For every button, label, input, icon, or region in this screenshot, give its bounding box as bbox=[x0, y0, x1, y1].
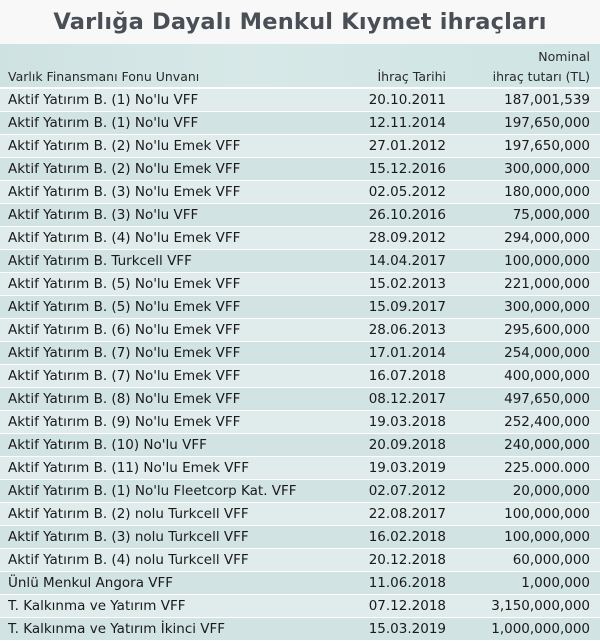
table-row bbox=[0, 273, 600, 296]
fund-name-cell: Aktif Yatırım B. (3) No'lu Emek VFF bbox=[8, 184, 241, 200]
issue-date-cell: 02.05.2012 bbox=[368, 184, 446, 200]
amount-cell: 100,000,000 bbox=[504, 529, 590, 545]
issue-date-cell: 08.12.2017 bbox=[368, 391, 446, 407]
issue-date-cell: 22.08.2017 bbox=[368, 506, 446, 522]
fund-name-cell: Aktif Yatırım B. (2) nolu Turkcell VFF bbox=[8, 506, 249, 522]
amount-cell: 1,000,000 bbox=[521, 575, 590, 591]
header-amount-line1: Nominal bbox=[538, 49, 590, 64]
table-row bbox=[0, 595, 600, 618]
issue-date-cell: 20.09.2018 bbox=[368, 437, 446, 453]
issue-date-cell: 17.01.2014 bbox=[368, 345, 446, 361]
amount-cell: 254,000,000 bbox=[504, 345, 590, 361]
amount-cell: 100,000,000 bbox=[504, 506, 590, 522]
table-row bbox=[0, 388, 600, 411]
amount-cell: 240,000,000 bbox=[504, 437, 590, 453]
issue-date-cell: 14.04.2017 bbox=[368, 253, 446, 269]
issuance-table bbox=[0, 44, 600, 641]
issue-date-cell: 15.02.2013 bbox=[368, 276, 446, 292]
table-row bbox=[0, 296, 600, 319]
fund-name-cell: Aktif Yatırım B. (6) No'lu Emek VFF bbox=[8, 322, 241, 338]
table-row bbox=[0, 457, 600, 480]
fund-name-cell: Aktif Yatırım B. (11) No'lu Emek VFF bbox=[8, 460, 249, 476]
table-row bbox=[0, 503, 600, 526]
fund-name-cell: Aktif Yatırım B. (2) No'lu Emek VFF bbox=[8, 138, 241, 154]
fund-name-cell: Aktif Yatırım B. (5) No'lu Emek VFF bbox=[8, 276, 241, 292]
fund-name-cell: Aktif Yatırım B. (4) No'lu Emek VFF bbox=[8, 230, 241, 246]
amount-cell: 225.000.000 bbox=[504, 460, 590, 476]
amount-cell: 252,400,000 bbox=[504, 414, 590, 430]
table-row bbox=[0, 204, 600, 227]
issue-date-cell: 19.03.2018 bbox=[368, 414, 446, 430]
issue-date-cell: 27.01.2012 bbox=[368, 138, 446, 154]
page-title: Varlığa Dayalı Menkul Kıymet ihraçları bbox=[0, 0, 600, 44]
fund-name-cell: Aktif Yatırım B. (10) No'lu VFF bbox=[8, 437, 207, 453]
fund-name-cell: Aktif Yatırım B. Turkcell VFF bbox=[8, 253, 192, 269]
table-row bbox=[0, 480, 600, 503]
amount-cell: 497,650,000 bbox=[504, 391, 590, 407]
amount-cell: 3,150,000,000 bbox=[491, 598, 590, 614]
table-row bbox=[0, 89, 600, 112]
fund-name-cell: Ünlü Menkul Angora VFF bbox=[8, 575, 174, 591]
issue-date-cell: 20.10.2011 bbox=[368, 92, 446, 108]
amount-cell: 180,000,000 bbox=[504, 184, 590, 200]
header-fund-name: Varlık Finansmanı Fonu Unvanı bbox=[8, 69, 200, 84]
issue-date-cell: 02.07.2012 bbox=[368, 483, 446, 499]
amount-cell: 197,650,000 bbox=[504, 115, 590, 131]
issue-date-cell: 28.06.2013 bbox=[368, 322, 446, 338]
amount-cell: 295,600,000 bbox=[504, 322, 590, 338]
header-issue-date: İhraç Tarihi bbox=[377, 69, 446, 84]
table-row bbox=[0, 549, 600, 572]
amount-cell: 1,000,000,000 bbox=[491, 621, 590, 637]
fund-name-cell: Aktif Yatırım B. (1) No'lu Fleetcorp Kat. VFF bbox=[8, 483, 297, 499]
fund-name-cell: Aktif Yatırım B. (4) nolu Turkcell VFF bbox=[8, 552, 249, 568]
fund-name-cell: Aktif Yatırım B. (3) No'lu VFF bbox=[8, 207, 199, 223]
fund-name-cell: Aktif Yatırım B. (7) No'lu Emek VFF bbox=[8, 345, 241, 361]
amount-cell: 60,000,000 bbox=[512, 552, 590, 568]
table-row bbox=[0, 112, 600, 135]
amount-cell: 20,000,000 bbox=[512, 483, 590, 499]
table-row bbox=[0, 158, 600, 181]
amount-cell: 197,650,000 bbox=[504, 138, 590, 154]
table-row bbox=[0, 526, 600, 549]
table-row bbox=[0, 319, 600, 342]
fund-name-cell: Aktif Yatırım B. (3) nolu Turkcell VFF bbox=[8, 529, 249, 545]
fund-name-cell: T. Kalkınma ve Yatırım İkinci VFF bbox=[8, 621, 226, 637]
amount-cell: 221,000,000 bbox=[504, 276, 590, 292]
table-row bbox=[0, 411, 600, 434]
fund-name-cell: Aktif Yatırım B. (5) No'lu Emek VFF bbox=[8, 299, 241, 315]
issue-date-cell: 12.11.2014 bbox=[368, 115, 446, 131]
table-row bbox=[0, 181, 600, 204]
amount-cell: 100,000,000 bbox=[504, 253, 590, 269]
issue-date-cell: 07.12.2018 bbox=[368, 598, 446, 614]
amount-cell: 75,000,000 bbox=[512, 207, 590, 223]
amount-cell: 300,000,000 bbox=[504, 299, 590, 315]
header-amount-line2: ihraç tutarı (TL) bbox=[492, 69, 590, 84]
table-row bbox=[0, 434, 600, 457]
fund-name-cell: Aktif Yatırım B. (2) No'lu Emek VFF bbox=[8, 161, 241, 177]
issue-date-cell: 16.07.2018 bbox=[368, 368, 446, 384]
issue-date-cell: 28.09.2012 bbox=[368, 230, 446, 246]
issue-date-cell: 20.12.2018 bbox=[368, 552, 446, 568]
issue-date-cell: 16.02.2018 bbox=[368, 529, 446, 545]
table-row bbox=[0, 365, 600, 388]
issue-date-cell: 15.09.2017 bbox=[368, 299, 446, 315]
issue-date-cell: 11.06.2018 bbox=[368, 575, 446, 591]
table-header bbox=[0, 44, 600, 89]
issue-date-cell: 15.12.2016 bbox=[368, 161, 446, 177]
fund-name-cell: Aktif Yatırım B. (1) No'lu VFF bbox=[8, 92, 199, 108]
issue-date-cell: 26.10.2016 bbox=[368, 207, 446, 223]
fund-name-cell: Aktif Yatırım B. (1) No'lu VFF bbox=[8, 115, 199, 131]
table-row bbox=[0, 618, 600, 641]
table-row bbox=[0, 227, 600, 250]
table-row bbox=[0, 572, 600, 595]
issue-date-cell: 15.03.2019 bbox=[368, 621, 446, 637]
table-row bbox=[0, 250, 600, 273]
fund-name-cell: Aktif Yatırım B. (7) No'lu Emek VFF bbox=[8, 368, 241, 384]
fund-name-cell: T. Kalkınma ve Yatırım VFF bbox=[8, 598, 186, 614]
table-body bbox=[0, 89, 600, 641]
issue-date-cell: 19.03.2019 bbox=[368, 460, 446, 476]
fund-name-cell: Aktif Yatırım B. (9) No'lu Emek VFF bbox=[8, 414, 241, 430]
table-row bbox=[0, 135, 600, 158]
amount-cell: 300,000,000 bbox=[504, 161, 590, 177]
amount-cell: 400,000,000 bbox=[504, 368, 590, 384]
amount-cell: 294,000,000 bbox=[504, 230, 590, 246]
table-row bbox=[0, 342, 600, 365]
fund-name-cell: Aktif Yatırım B. (8) No'lu Emek VFF bbox=[8, 391, 241, 407]
amount-cell: 187,001,539 bbox=[504, 92, 590, 108]
